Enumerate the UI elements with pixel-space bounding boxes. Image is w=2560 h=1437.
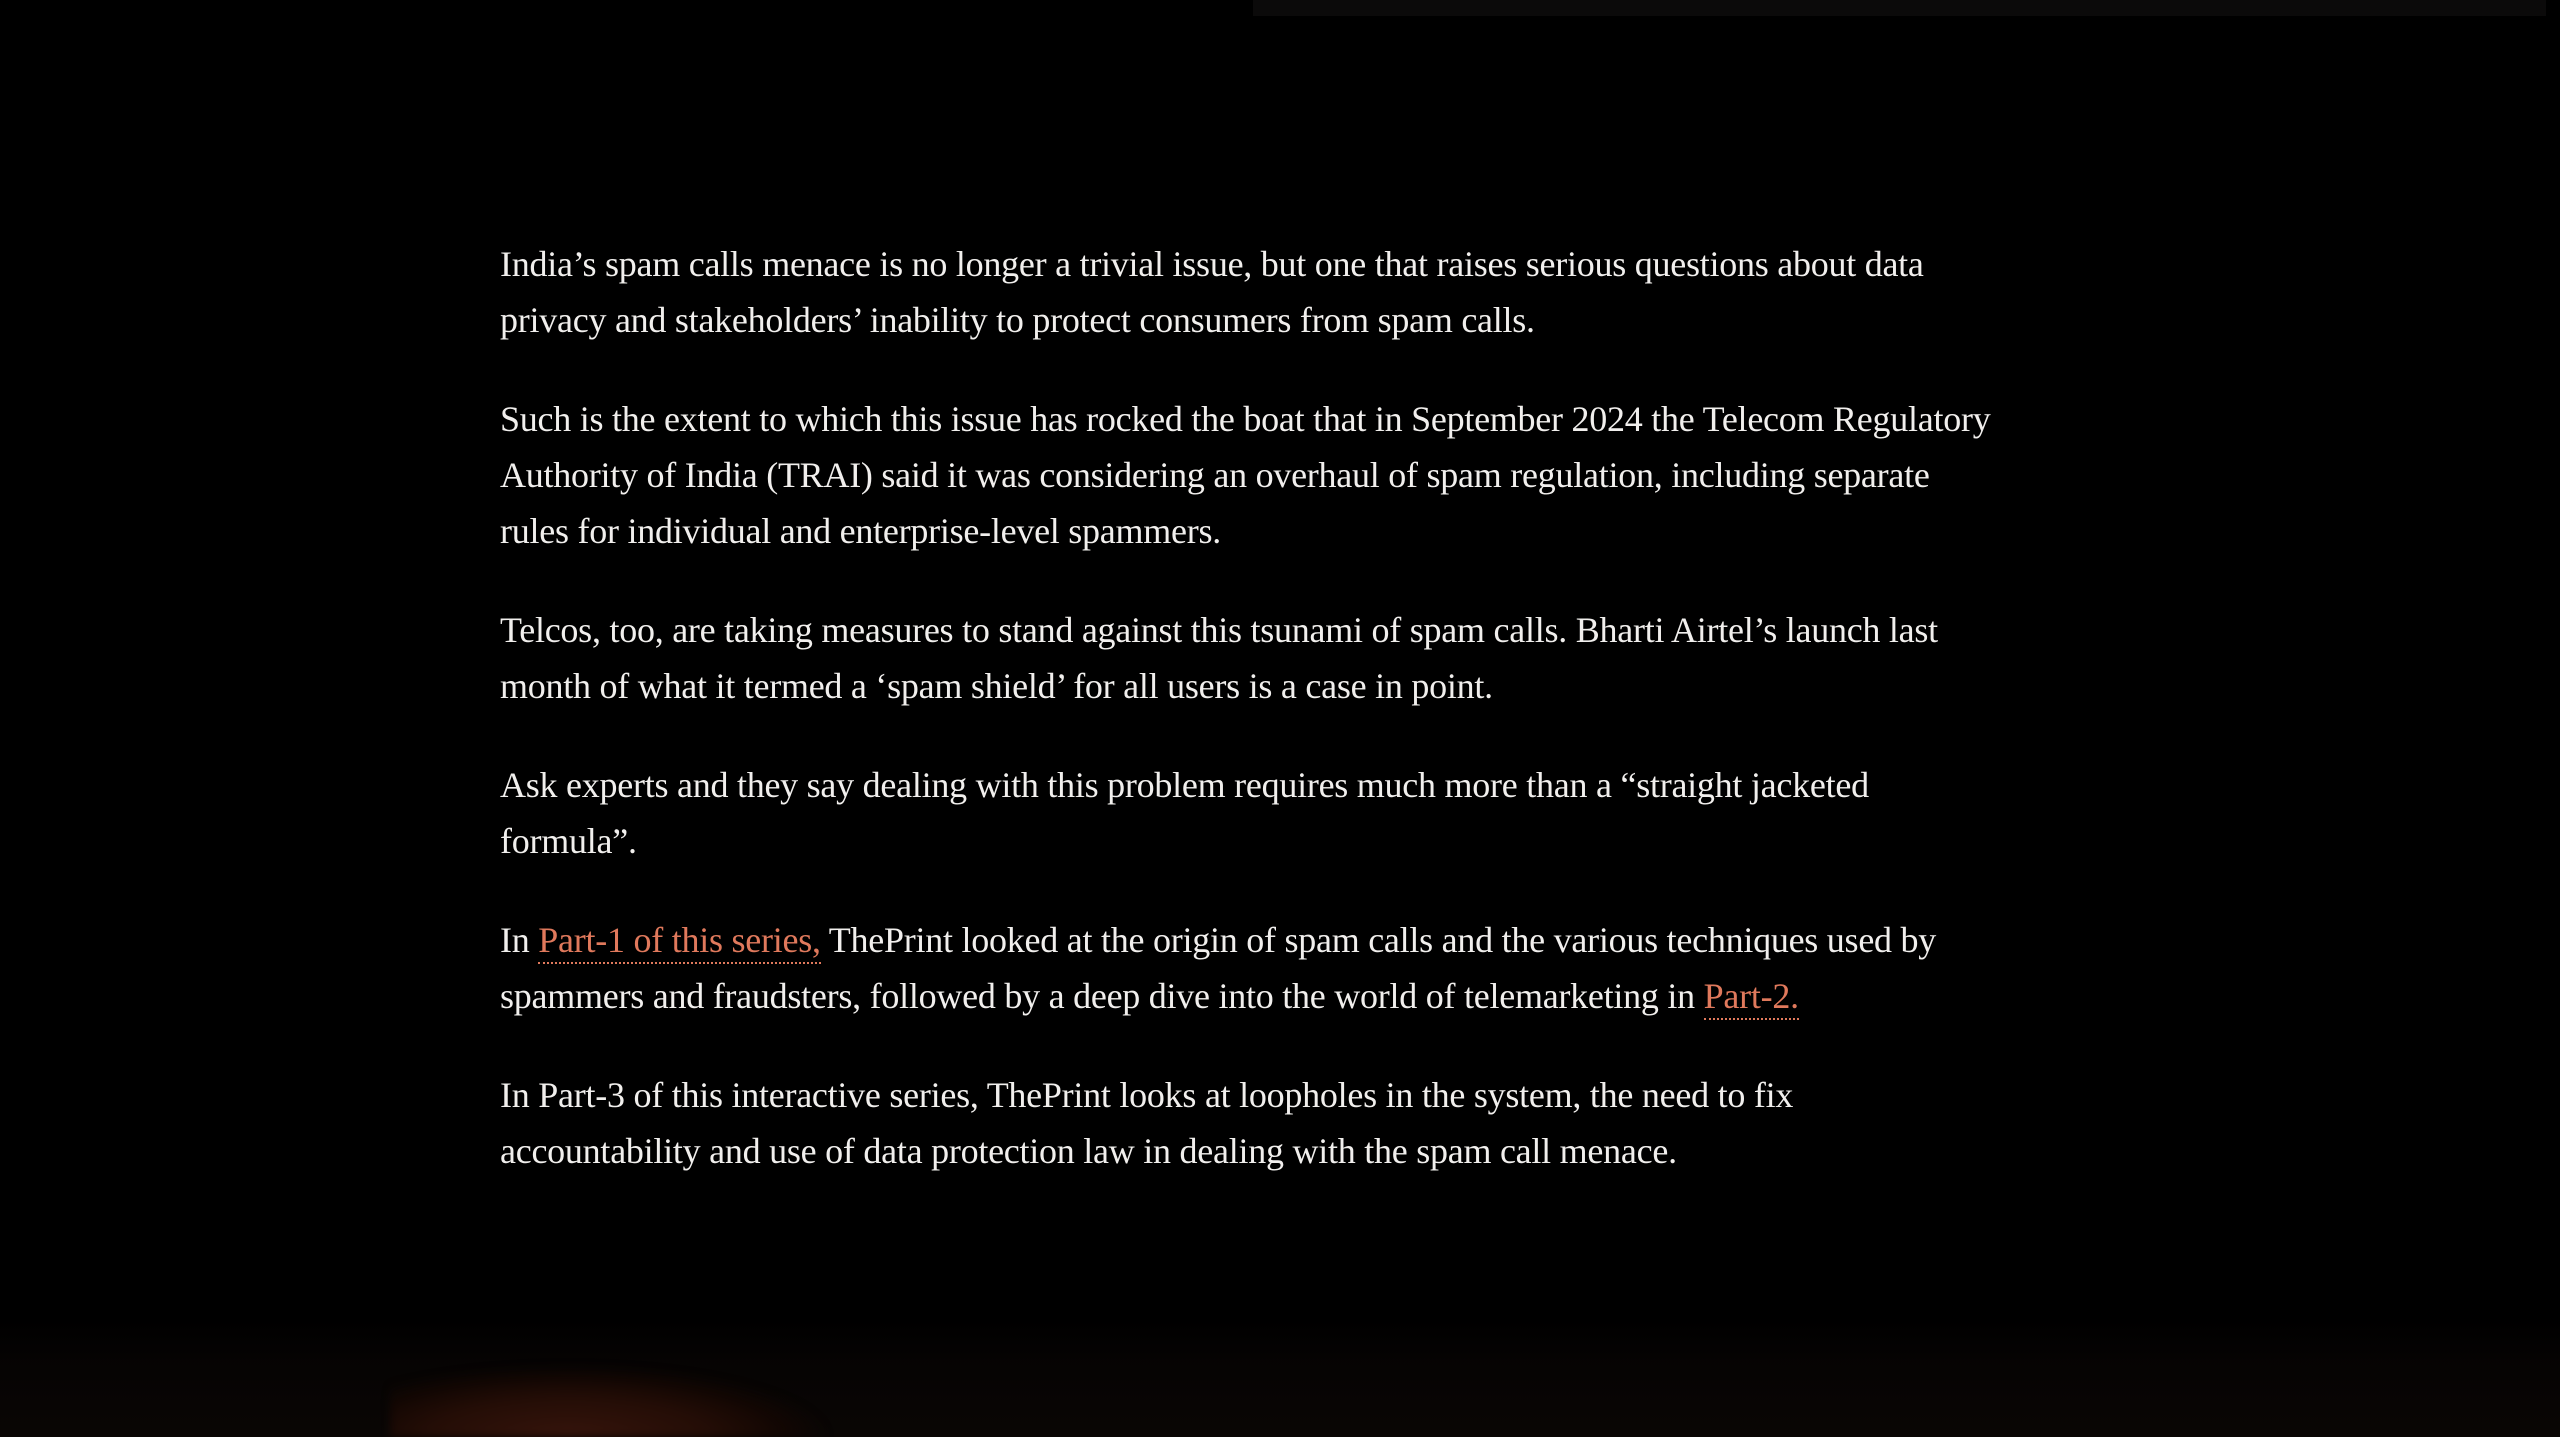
top-edge-highlight: [1253, 0, 2546, 16]
article-body: [500, 236, 1996, 1222]
series-links-text-mid: ThePrint looked at the origin of spam calls and the various techniques used by spammers and fraudsters, followed by a deep dive into the world of telemarketing in: [500, 920, 1937, 1016]
paragraph-part3-overview: In Part-3 of this interactive series, ThePrint looks at loopholes in the system, the need to fix accountability and use of data protection law in dealing with the spam call menace.: [500, 1075, 1794, 1171]
part-1-link[interactable]: Part-1 of this series,: [538, 920, 820, 964]
bottom-image-peek: [390, 1349, 930, 1437]
next-section-edge: [0, 1319, 2560, 1437]
paragraph-intro: India’s spam calls menace is no longer a trivial issue, but one that raises serious questions about data privacy and stakeholders’ inability to protect consumers from spam calls.: [500, 244, 1924, 340]
paragraph-trai-overhaul: Such is the extent to which this issue has rocked the boat that in September 2024 the Telecom Regulatory Authority of India (TRAI) said it was considering an overhaul of spam regulation, including separate rules for individual and enterprise-level spammers.: [500, 399, 1991, 551]
part-2-link[interactable]: Part-2.: [1704, 976, 1799, 1020]
paragraph-series-links: [500, 912, 1996, 1024]
paragraph-telcos-measures: Telcos, too, are taking measures to stand against this tsunami of spam calls. Bharti Airtel’s launch last month of what it termed a ‘spam shield’ for all users is a case in point.: [500, 610, 1938, 706]
series-links-text-pre: In: [500, 920, 539, 960]
paragraph-experts-quote: Ask experts and they say dealing with this problem requires much more than a “straight jacketed formula”.: [500, 765, 1869, 861]
